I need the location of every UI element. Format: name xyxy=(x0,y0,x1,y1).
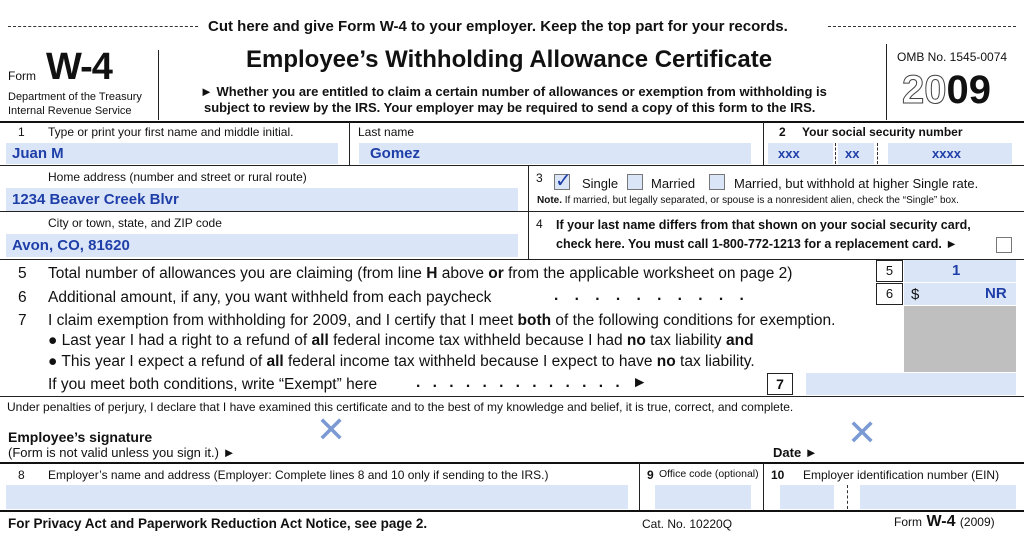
line5-text xyxy=(48,265,792,283)
line7-text-b: of the following conditions for exemption. xyxy=(551,312,836,329)
single-check-mark: ✓ xyxy=(555,170,572,192)
notice-line1: ► Whether you are entitled to claim a certain number of allowances or exemption from withholding is xyxy=(200,84,827,99)
notice-line2: subject to review by the IRS. Your employer may be required to send a copy of this form to the IRS. xyxy=(204,100,816,115)
b2-a: ● This year I expect a refund of xyxy=(48,353,267,370)
footer-form-name: W-4 xyxy=(926,513,956,530)
married-checkbox[interactable] xyxy=(627,174,643,190)
line6-dollar: $ xyxy=(911,286,920,303)
footer-year: (2009) xyxy=(959,515,995,529)
line8-label: Employer’s name and address (Employer: Complete lines 8 and 10 only if sending to the IRS.) xyxy=(48,468,549,482)
tax-year xyxy=(902,68,991,113)
line9-label: Office code (optional) xyxy=(659,468,759,480)
ssn-part1: xxx xyxy=(778,146,800,161)
dept-line1: Department of the Treasury xyxy=(8,91,142,103)
exempt-dots: . . . . . . . . . . . . . ► xyxy=(416,374,652,391)
ssn-part2: xx xyxy=(845,146,860,161)
line5-h: H xyxy=(426,265,438,282)
married-higher-checkbox[interactable] xyxy=(709,174,725,190)
date-label: Date ► xyxy=(773,445,818,460)
single-label: Single xyxy=(582,176,619,191)
line5-num: 5 xyxy=(18,265,27,282)
signature-x-icon: ✕ xyxy=(316,409,347,450)
note-text: If married, but legally separated, or spouse is a nonresident alien, check the “Single” box. xyxy=(564,195,959,206)
line5-box: 5 xyxy=(876,260,903,282)
line7-both: both xyxy=(517,312,552,329)
city-value: Avon, CO, 81620 xyxy=(12,237,130,254)
b2-c: tax liability. xyxy=(675,353,755,370)
last-name-value: Gomez xyxy=(370,145,421,162)
b2-all: all xyxy=(266,353,284,370)
line10-label: Employer identification number (EIN) xyxy=(803,468,1000,482)
exempt-field[interactable] xyxy=(806,373,1016,395)
b1-no: no xyxy=(626,332,646,349)
city-label: City or town, state, and ZIP code xyxy=(48,216,222,230)
last-name-label: Last name xyxy=(358,125,415,139)
name-differs-checkbox[interactable] xyxy=(996,237,1012,253)
cat-number: Cat. No. 10220Q xyxy=(642,517,733,531)
form-name: W-4 xyxy=(46,46,112,88)
line4-text2: check here. You must call 1-800-772-1213 for a replacement card. ► xyxy=(556,237,958,251)
address-label: Home address (number and street or rural route) xyxy=(48,170,307,184)
perjury-statement: Under penalties of perjury, I declare that I have examined this certificate and to the best of my knowledge and belief, it is true, correct, and complete. xyxy=(7,400,794,414)
form-title: Employee’s Withholding Allowance Certificate xyxy=(246,46,773,73)
ein-field-2[interactable] xyxy=(860,485,1016,509)
exempt-label: If you meet both conditions, write “Exempt” here xyxy=(48,376,378,393)
married-label: Married xyxy=(651,176,696,191)
line4-num: 4 xyxy=(536,217,543,231)
office-code-field[interactable] xyxy=(655,485,751,509)
cut-line-text: Cut here and give Form W-4 to your employer. Keep the top part for your records. xyxy=(208,18,788,35)
address-value: 1234 Beaver Creek Blvr xyxy=(12,191,179,208)
line5-text-b: above xyxy=(437,265,489,282)
line10-num: 10 xyxy=(771,468,785,482)
footer-form xyxy=(894,513,995,531)
line6-num: 6 xyxy=(18,289,27,306)
b1-a: ● Last year I had a right to a refund of xyxy=(48,332,312,349)
dept-line2: Internal Revenue Service xyxy=(8,105,132,117)
b1-b: federal income tax withheld because I had xyxy=(328,332,627,349)
form-word: Form xyxy=(8,69,36,83)
line7-bullet1 xyxy=(48,332,754,350)
line7-box: 7 xyxy=(767,373,793,395)
b1-and: and xyxy=(725,332,754,349)
signature-label: Employee’s signature xyxy=(8,429,153,445)
line7-num: 7 xyxy=(18,312,27,329)
line7-text-a: I claim exemption from withholding for 2009, and I certify that I meet xyxy=(48,312,518,329)
footer-form-word: Form xyxy=(894,515,922,529)
allowances-value: 1 xyxy=(952,262,961,279)
form-header xyxy=(0,40,1024,120)
b2-no: no xyxy=(656,353,676,370)
line6-box: 6 xyxy=(876,283,903,305)
employer-name-field[interactable] xyxy=(6,485,628,509)
ssn-label: Your social security number xyxy=(802,125,963,139)
ssn-part3: xxxx xyxy=(932,146,961,161)
tax-year-outline: 20 xyxy=(902,68,947,112)
line8-num: 8 xyxy=(18,468,25,482)
line2-num: 2 xyxy=(779,125,786,139)
line5-text-a: Total number of allowances you are claiming (from line xyxy=(48,265,427,282)
b1-all: all xyxy=(311,332,329,349)
note-bold: Note. xyxy=(537,195,562,206)
additional-amount-value: NR xyxy=(985,285,1007,302)
line5-text-c: from the applicable worksheet on page 2) xyxy=(503,265,793,282)
ein-field-1[interactable] xyxy=(780,485,834,509)
line7-text xyxy=(48,312,835,330)
line6-text: Additional amount, if any, you want withheld from each paycheck xyxy=(48,289,492,306)
line9-num: 9 xyxy=(647,468,654,482)
line1-num: 1 xyxy=(18,125,25,139)
date-x-icon: ✕ xyxy=(847,412,878,453)
line5-or: or xyxy=(488,265,504,282)
signature-sub: (Form is not valid unless you sign it.) ► xyxy=(8,445,236,460)
b2-b: federal income tax withheld because I expect to have xyxy=(283,353,657,370)
line3-num: 3 xyxy=(536,171,543,185)
line1-label: Type or print your first name and middle initial. xyxy=(48,125,294,139)
omb-number: OMB No. 1545-0074 xyxy=(897,50,1008,64)
first-name-value: Juan M xyxy=(12,145,64,162)
b1-c: tax liability xyxy=(645,332,726,349)
married-higher-label: Married, but withhold at higher Single rate. xyxy=(734,176,979,191)
line4-text1: If your last name differs from that shown on your social security card, xyxy=(556,218,971,232)
tax-year-bold: 09 xyxy=(946,68,991,112)
privacy-notice: For Privacy Act and Paperwork Reduction Act Notice, see page 2. xyxy=(8,516,428,531)
line3-note xyxy=(537,195,959,206)
signature-field[interactable] xyxy=(310,409,750,460)
line6-dots: . . . . . . . . . . xyxy=(554,287,750,304)
shaded-area xyxy=(904,306,1016,372)
line7-bullet2 xyxy=(48,353,755,371)
